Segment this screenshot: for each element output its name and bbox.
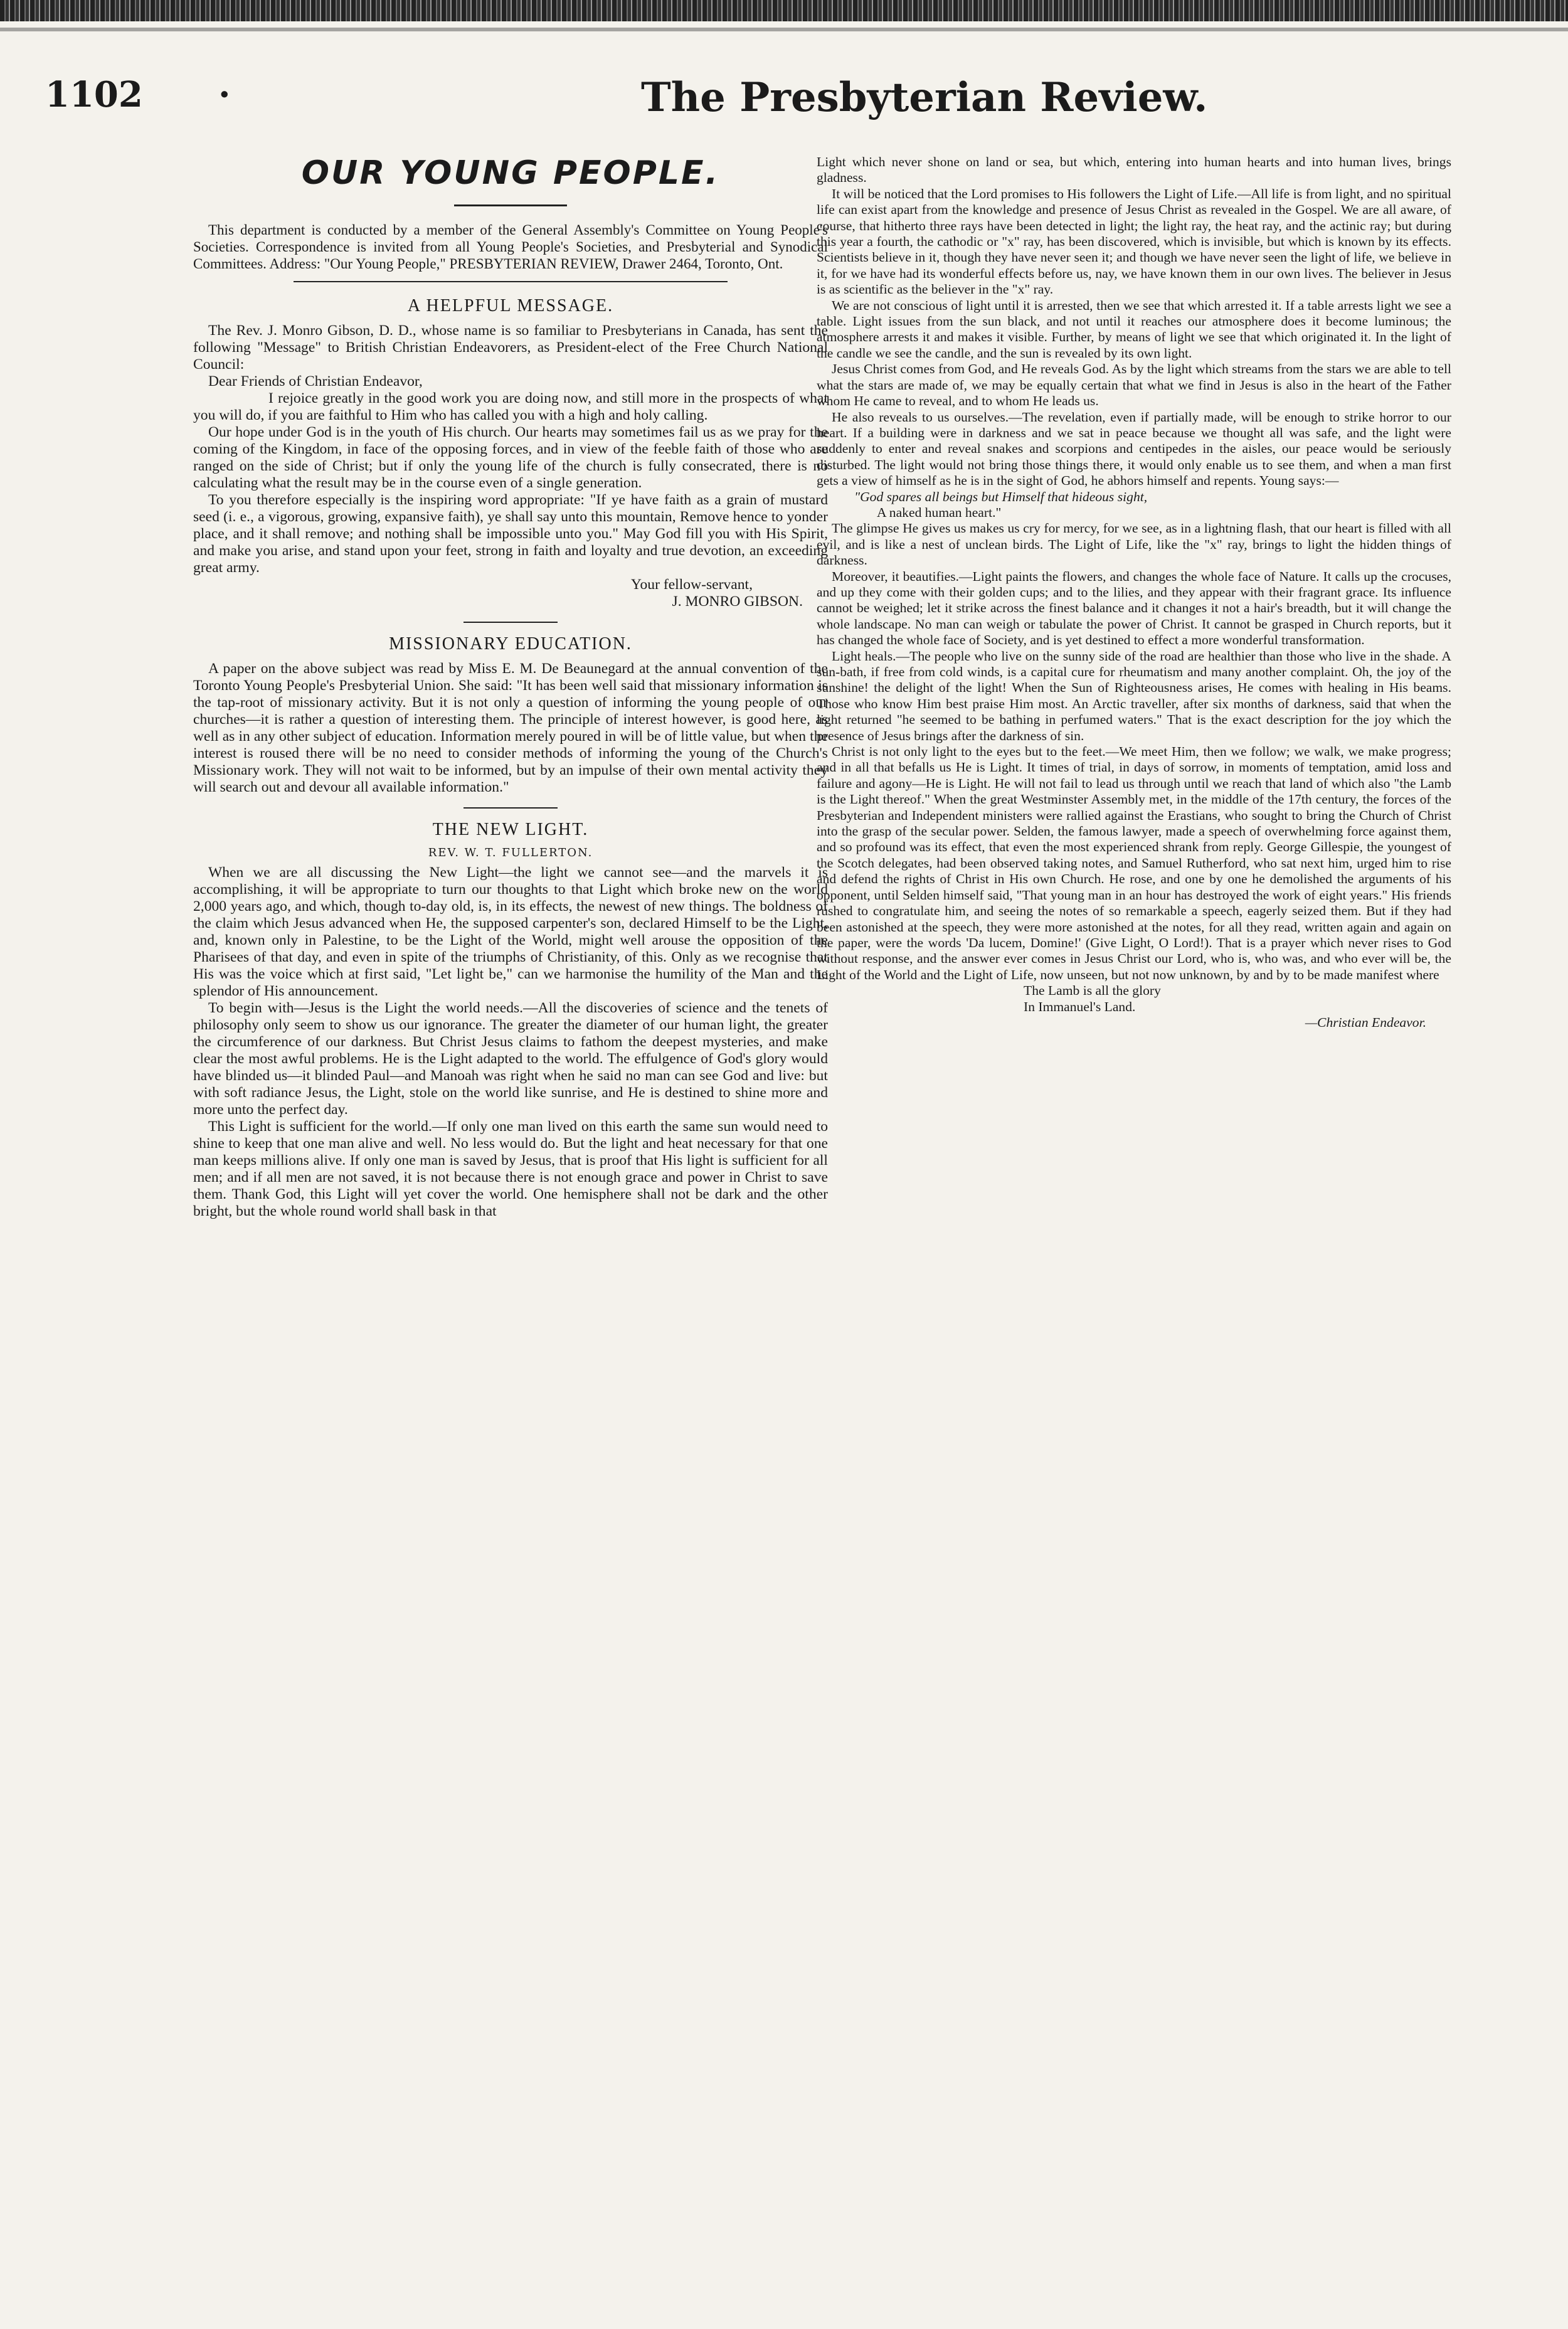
paragraph: I rejoice greatly in the good work you are doing now, and still more in the prospects of what you will do, if you are faithful to Him who has called you with a high and holy calling. (193, 390, 828, 423)
byline: REV. W. T. FULLERTON. (428, 846, 593, 859)
page-header (45, 74, 1525, 162)
paragraph: He also reveals to us ourselves.—The revelation, even if partially made, will be enough to strike horror to our heart. If a building were in darkness and we sat in peace because we thought all was safe, and the light were suddenly to enter and reveal snakes and scorpions and centipedes in the aisles, our peace would be seriously disturbed. The light would not bring those things there, it would only enable us to see them, and when a man first gets a view of himself as he is in the sight of God, he abhors himself and repents. Young says:— (817, 409, 1451, 489)
header-bullet: · (218, 74, 231, 115)
article-heading-helpful-message: A HELPFUL MESSAGE. (407, 296, 614, 316)
left-column (193, 154, 828, 1220)
divider-rule (294, 281, 728, 282)
scan-top-border-shadow (0, 28, 1568, 31)
article-heading-missionary-education: MISSIONARY EDUCATION. (389, 634, 632, 654)
paragraph: To you therefore especially is the inspiring word appropriate: "If ye have faith as a grain of mustard seed (i. e., a vigorous, growing, expansive faith), ye shall say unto this mountain, Remove hence to yonder place, and it shall remove; and nothing shall be impossible unto you." May God fill you with His Spirit, and make you arise, and stand upon your feet, strong in faith and loyalty and true devotion, an exceeding great army. (193, 492, 828, 576)
paragraph: This Light is sufficient for the world.—If only one man lived on this earth the same sun would need to shine to keep that one man alive and well. No less would do. But the light and heat necessary for that one man keeps millions alive. If only one man is saved by Jesus, that is proof that His light is sufficient for all men; and if all men are not saved, it is not because there is not enough grace and power in Christ to save them. Thank God, this Light will yet cover the world. One hemisphere shall not be dark and the other bright, but the whole round world shall bask in that (193, 1118, 828, 1219)
section-title: OUR YOUNG PEOPLE. (301, 154, 720, 192)
verse-line: "God spares all beings but Himself that hideous sight, (854, 489, 1148, 504)
paragraph: The glimpse He gives us makes us cry for mercy, for we see, as in a lightning flash, that our heart is filled with all evil, and is like a nest of unclean birds. The Light of Life, like the "x" ray, brings to light the hidden things of darkness. (817, 521, 1451, 568)
paragraph: Jesus Christ comes from God, and He reveals God. As by the light which streams from the stars we are able to tell what the stars are made of, we may be equally certain that what we find in Jesus is also in the heart of the Father whom He came to reveal, and to whom He leads us. (817, 361, 1451, 409)
paragraph: We are not conscious of light until it is arrested, then we see that which arrested it. If a table arrests light we see a table. Light issues from the sun black, and not until it reaches our atmosphere does it become luminous; the atmosphere arrests it and makes it visible. Further, by means of light we see that which originated it. In the light of the candle we see the candle, and the sun is revealed by its own light. (817, 297, 1451, 361)
scan-top-border (0, 0, 1568, 21)
paragraph: Light which never shone on land or sea, but which, entering into human hearts and into human lives, brings gladness. (817, 154, 1451, 186)
paragraph: Light heals.—The people who live on the sunny side of the road are healthier than those who live in the shade. A sun-bath, if free from cold winds, is a capital cure for rheumatism and many another complaint. Oh, the joy of the sunshine! the delight of the light! When the Sun of Righteousness arises, He comes with healing in His beams. Those who know Him best praise Him most. An Arctic traveller, after six months of darkness, said that when the light returned "he seemed to be bathing in perfumed waters." That is the exact description for the joy which the presence of Jesus brings after the darkness of sin. (817, 648, 1451, 743)
closing: Your fellow-servant, (630, 576, 753, 593)
title-rule (454, 204, 567, 206)
paragraph: A paper on the above subject was read by Miss E. M. De Beaunegard at the annual convention of the Toronto Young People's Presbyterial Union. She said: "It has been well said that missionary information is the tap-root of missionary activity. But it is not only a question of informing the young people of our churches—it is rather a question of interesting them. The principle of interest however, is good here, as well as in any other subject of education. Information merely poured in will be of little value, but when the interest is roused there will be no need to consider methods of informing the young of the Church's Missionary work. They will not wait to be informed, but by an impulse of their own mental activity they will search out and devour all available information." (193, 661, 828, 795)
right-column (817, 154, 1451, 1031)
verse-line: In Immanuel's Land. (1024, 999, 1136, 1014)
divider-rule (464, 807, 558, 809)
article-heading-new-light: THE NEW LIGHT. (432, 820, 589, 839)
paragraph: It will be noticed that the Lord promises to His followers the Light of Life.—All life is from light, and no spiritual life can exist apart from the knowledge and presence of Jesus Christ as revealed in the Gospel. We are all aware, of course, that hitherto three rays have been detected in light; the light ray, the heat ray, and the actinic ray; but during this year a fourth, the cathodic or "x" ray, has been discovered, which is invisible, but which is known by its effects. Scientists believe in it, though they have never seen it; and though we have never seen the light of life, we believe in it, for we have had its wonderful effects before us, nay, we have known them in our own lives. The believer in Jesus is as scientific as the believer in the "x" ray. (817, 186, 1451, 297)
source-credit: —Christian Endeavor. (1305, 1014, 1426, 1030)
salutation: Dear Friends of Christian Endeavor, (208, 373, 423, 390)
signature: J. MONRO GIBSON. (672, 593, 803, 610)
paragraph: Christ is not only light to the eyes but to the feet.—We meet Him, then we follow; we walk, we make progress; and in all that befalls us He is Light. It times of trial, in days of sorrow, in moments of temptation, amid loss and failure and agony—He is Light. He will not fail to lead us through until we reach that land of which also "the Lamb is the Light thereof." When the great Westminster Assembly met, in the middle of the 17th century, the forces of the Presbyterian and Independent ministers were rallied against the Erastians, who sought to bring the Church of Christ into the grasp of the secular power. Selden, the famous lawyer, made a speech of overwhelming force against them, and so profound was its effect, that even the most experienced shrank from reply. George Gillespie, the youngest of the Scotch delegates, had been observed taking notes, and Samuel Rutherford, who sat next him, urged him to rise and defend the rights of Christ in His own Church. He rose, and one by one he demolished the arguments of his opponent, until Selden himself said, "That young man in an hour has destroyed the work of eight years." His friends rushed to congratulate him, and seeing the notes of so remarkable a speech, eagerly seized them. But if they had been astonished at the speech, they were more astonished at the notes, for all they read, written again and again on the paper, were the words 'Da lucem, Domine!' (Give Light, O Lord!). That is a prayer which never rises to God without response, and the answer ever comes in Jesus Christ our Lord, who is, who was, and who ever will be, the Light of the World and the Light of Life, now unseen, but not now unknown, by and by to be made manifest where (817, 744, 1451, 982)
paragraph: To begin with—Jesus is the Light the world needs.—All the discoveries of science and the tenets of philosophy only seem to show us our ignorance. The greater the diameter of our human light, the greater the circumference of our darkness. But Christ Jesus claims to fathom the deepest mysteries, and make clear the most awful problems. He is the Light adapted to the world. The effulgence of God's glory would have blinded us—it blinded Paul—and Manoah was right when he said no man can see God and live: but with soft radiance Jesus, the Light, stole on the world like sunrise, and He is destined to shine more and more unto the perfect day. (193, 1000, 828, 1118)
paragraph: Moreover, it beautifies.—Light paints the flowers, and changes the whole face of Nature. It calls up the crocuses, and up they come with their golden cups; and to the lilies, and they appear with their fragrant grace. Its influence cannot be weighed; let it strike across the finest balance and it changes it not a hair's breadth, but it will change the whole landscape. No man can weigh or tabulate the power of Christ. It cannot be grasped in Church reports, but it has changed the whole face of Society, and is yet destined to effect a more wonderful transformation. (817, 568, 1451, 648)
paragraph: The Rev. J. Monro Gibson, D. D., whose name is so familiar to Presbyterians in Canada, has sent the following "Message" to British Christian Endeavorers, as President-elect of the Free Church National Council: (193, 322, 828, 373)
department-intro: This department is conducted by a member of the General Assembly's Committee on Young People's Societies. Correspondence is invited from all Young People's Societies, and Presbyterial and Synodical Committees. Address: "Our Young People," PRESBYTERIAN REVIEW, Drawer 2464, Toronto, Ont. (193, 222, 828, 272)
verse-line: The Lamb is all the glory (1024, 983, 1161, 999)
verse-line: A naked human heart." (877, 504, 1002, 520)
journal-title: The Presbyterian Review. (641, 74, 1208, 121)
divider-rule (464, 622, 558, 623)
paragraph: Our hope under God is in the youth of His church. Our hearts may sometimes fail us as we pray for the coming of the Kingdom, in face of the opposing forces, and in view of the feeble faith of those who are ranged on the side of Christ; but if only the young life of the church is fully consecrated, there is no calculating what the result may be in the course even of a single generation. (193, 424, 828, 491)
paragraph: When we are all discussing the New Light—the light we cannot see—and the marvels it is accomplishing, it will be appropriate to turn our thoughts to that Light which broke new on the world 2,000 years ago, and which, though to-day old, is, in its effects, the newest of new things. The boldness of the claim which Jesus advanced when He, the supposed carpenter's son, declared Himself to be the Light, and, known only in Palestine, to be the Light of the World, might well arouse the opposition of the Pharisees of that day, and even in spite of the triumphs of Christianity, of this. Only as we recognise that His was the voice which at first said, "Let light be," can we harmonise the humility of the Man and the splendor of His announcement. (193, 864, 828, 999)
page-number: 1102 (45, 74, 143, 115)
